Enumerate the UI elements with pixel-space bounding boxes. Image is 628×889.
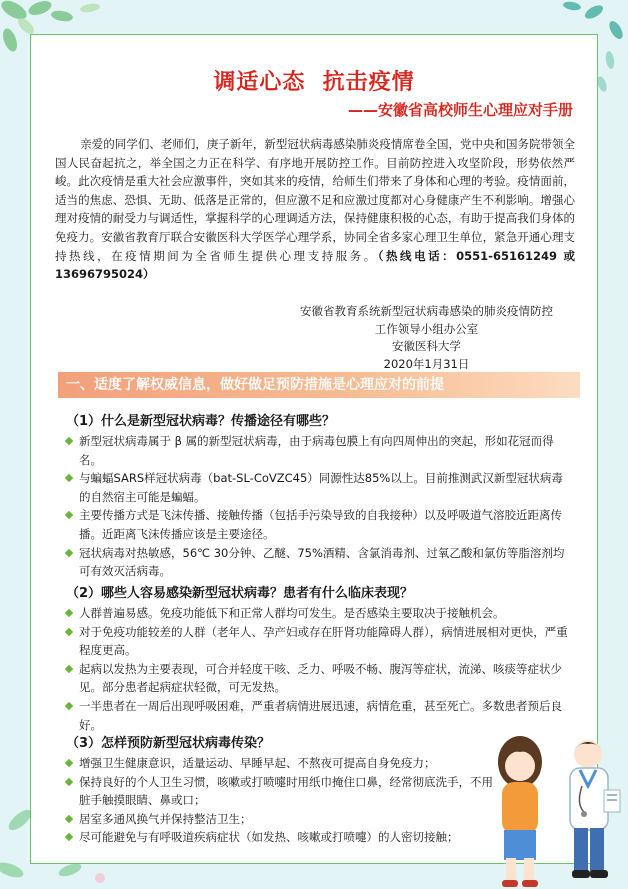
q2-question: （2）哪些人容易感染新型冠状病毒？患者有什么临床表现？ xyxy=(66,586,414,601)
girl-and-doctor-illustration xyxy=(480,720,628,889)
list-item: 与蝙蝠SARS样冠状病毒（bat-SL-CoVZC45）同源性达85%以上。目前推测武汉新型冠状病毒的自然宿主可能是蝙蝠。 xyxy=(66,469,574,506)
list-item: 一半患者在一周后出现呼吸困难，严重者病情进展迅速，病情危重，甚至死亡。多数患者预后良好。 xyxy=(66,697,574,734)
bullet-diamond-icon xyxy=(65,437,73,445)
intro-paragraph xyxy=(55,135,575,284)
doctor-figure xyxy=(570,740,620,878)
bullet-diamond-icon xyxy=(65,609,73,617)
bullet-diamond-icon xyxy=(65,759,73,767)
q1-bullet-list xyxy=(66,432,574,581)
hotline-text: （热线电话：0551-65161249 或 13696795024） xyxy=(55,248,576,282)
list-item: 保持良好的个人卫生习惯，咳嗽或打喷嚏时用纸巾掩住口鼻，经常彻底洗手，不用脏手触摸眼睛、鼻或口； xyxy=(66,773,496,810)
bullet-diamond-icon xyxy=(65,833,73,841)
list-item: 新型冠状病毒属于 β 属的新型冠状病毒，由于病毒包膜上有向四周伸出的突起，形如花冠而得名。 xyxy=(66,432,574,469)
list-item: 增强卫生健康意识，适量运动、早睡早起、不熬夜可提高自身免疫力； xyxy=(66,754,496,773)
list-item: 居室多通风换气并保持整洁卫生； xyxy=(66,810,496,829)
bullet-diamond-icon xyxy=(65,627,73,635)
list-item: 尽可能避免与有呼吸道疾病症状（如发热、咳嗽或打喷嚏）的人密切接触； xyxy=(66,828,496,847)
list-item: 起病以发热为主要表现，可合并轻度干咳、乏力、呼吸不畅、腹泻等症状，流涕、咳痰等症状少见。部分患者起病症状轻微，可无发热。 xyxy=(66,660,574,697)
girl-figure xyxy=(498,736,542,887)
intro-text: 亲爱的同学们、老师们，庚子新年，新型冠状病毒感染肺炎疫情席卷全国，党中央和国务院带领全国人民奋起抗之，举全国之力正在科学、有序地开展防控工作。目前防控进入攻坚阶段，形势依然严峻。此次疫情是重大社会应激事件，突如其来的疫情，给师生们带来了身体和心理的考验。疫情面前，适当的焦虑、恐惧、无助、低落是正常的，但应激不足和应激过度都对心身健康产生不利影响。增强心理对疫情的耐受力与调适性，掌握科学的心理调适方法，保持健康积极的心态，有助于提高我们身体的免疫力。安徽省教育厅联合安徽医科大学医学心理学系，协同全省多家心理卫生单位，紧急开通心理支持热线，在疫情期间为全省师生提供心理支持服务。 xyxy=(55,137,575,263)
bullet-diamond-icon xyxy=(65,511,73,519)
list-item: 主要传播方式是飞沫传播、接触传播（包括手污染导致的自我接种）以及呼吸道气溶胶近距离传播。近距离飞沫传播应该是主要途径。 xyxy=(66,506,574,543)
bullet-diamond-icon xyxy=(65,702,73,710)
q2-bullet-list xyxy=(66,604,574,734)
signature-date: 2020年1月31日 xyxy=(383,356,470,371)
q1-question: （1）什么是新型冠状病毒？传播途径有哪些？ xyxy=(66,414,336,429)
bullet-diamond-icon xyxy=(65,815,73,823)
section1-heading-banner: 一、适度了解权威信息，做好做足预防措施是心理应对的前提 xyxy=(58,372,580,398)
bullet-diamond-icon xyxy=(65,474,73,482)
list-item: 对于免疫功能较差的人群（老年人、孕产妇或存在肝肾功能障碍人群），病情进展相对更快，严重程度更高。 xyxy=(66,623,574,660)
q3-question: （3）怎样预防新型冠状病毒传染？ xyxy=(66,736,271,751)
list-item: 冠状病毒对热敏感，56℃ 30分钟、乙醚、75%酒精、含氯消毒剂、过氧乙酸和氯仿等脂溶剂均可有效灭活病毒。 xyxy=(66,544,574,581)
page-subtitle: ——安徽省高校师生心理应对手册 xyxy=(347,101,573,119)
signature-university: 安徽医科大学 xyxy=(392,339,461,353)
bullet-diamond-icon xyxy=(65,665,73,673)
signature-org-line1: 安徽省教育系统新型冠状病毒感染的肺炎疫情防控 xyxy=(300,304,553,318)
signature-block xyxy=(300,303,553,373)
bullet-diamond-icon xyxy=(65,548,73,556)
signature-org-line2: 工作领导小组办公室 xyxy=(374,321,479,336)
q3-bullet-list xyxy=(66,754,496,847)
list-item: 人群普遍易感。免疫功能低下和正常人群均可发生。是否感染主要取决于接触机会。 xyxy=(66,604,574,623)
page-title: 调适心态 抗击疫情 xyxy=(213,70,415,95)
bullet-diamond-icon xyxy=(65,777,73,785)
